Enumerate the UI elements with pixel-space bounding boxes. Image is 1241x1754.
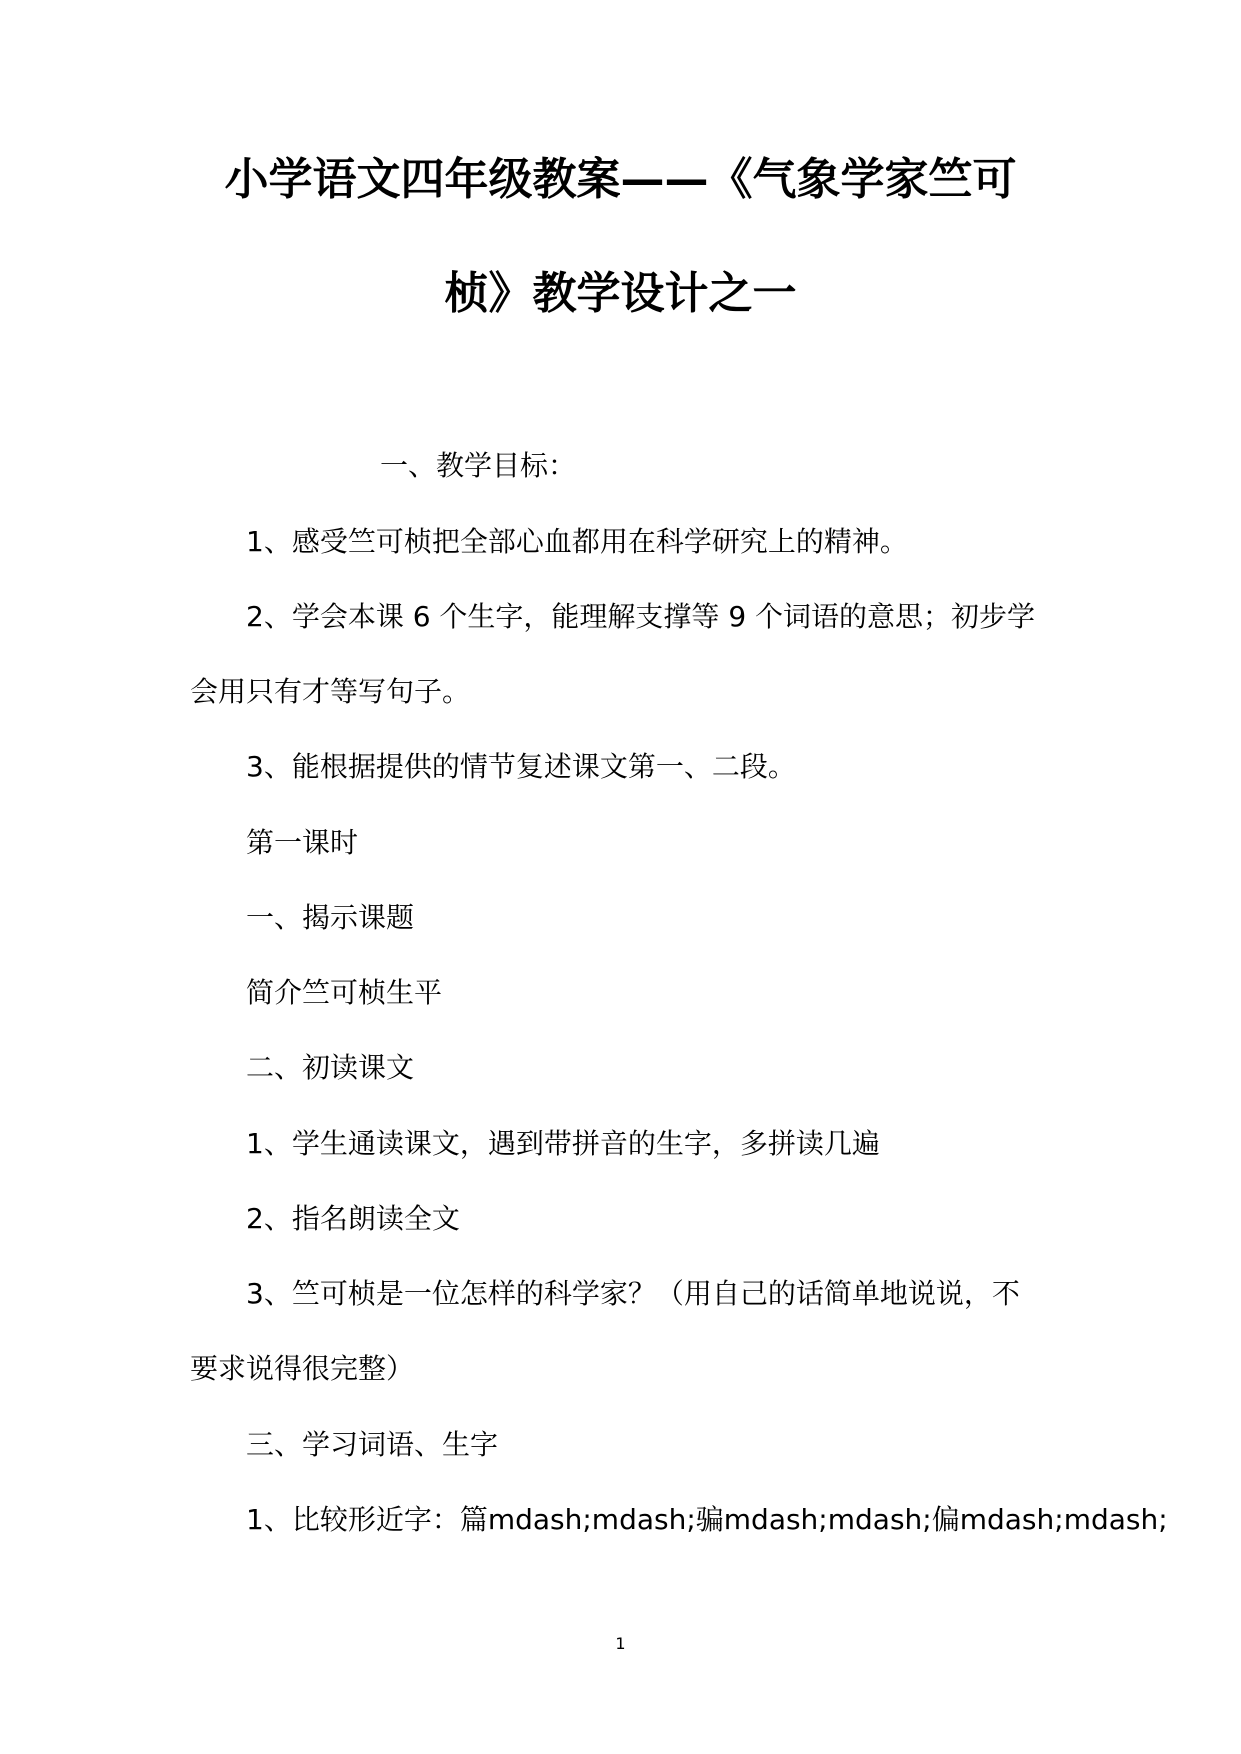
document-title-line-2: 桢》教学设计之一 (444, 268, 797, 319)
objective-2: 2、学会本课 6 个生字，能理解支撑等 9 个词语的意思；初步学 (246, 600, 1036, 633)
section-heading-objectives: 一、教学目标： (380, 449, 577, 482)
step-3-item-1: 1、比较形近字：篇mdash;mdash;骗mdash;mdash;偏mdash;mdash; (246, 1503, 1168, 1536)
objective-3: 3、能根据提供的情节复述课文第一、二段。 (246, 750, 796, 783)
document-title-line-1: 小学语文四年级教案——《气象学家竺可 (224, 154, 1017, 205)
step-1-heading: 一、揭示课题 (246, 901, 415, 934)
step-2-item-1: 1、学生通读课文，遇到带拼音的生字，多拼读几遍 (246, 1127, 880, 1160)
step-2-item-3: 3、竺可桢是一位怎样的科学家？（用自己的话简单地说说，不 (246, 1277, 1020, 1310)
step-2-item-3-continued: 要求说得很完整） (190, 1352, 415, 1385)
step-2-item-2: 2、指名朗读全文 (246, 1202, 460, 1235)
objective-1: 1、感受竺可桢把全部心血都用在科学研究上的精神。 (246, 525, 908, 558)
objective-2-continued: 会用只有才等写句子。 (190, 675, 471, 708)
lesson-period-heading: 第一课时 (246, 826, 359, 859)
step-2-heading: 二、初读课文 (246, 1051, 415, 1084)
step-3-heading: 三、学习词语、生字 (246, 1428, 499, 1461)
step-1-content: 简介竺可桢生平 (246, 976, 443, 1009)
page-number: 1 (615, 1634, 626, 1653)
